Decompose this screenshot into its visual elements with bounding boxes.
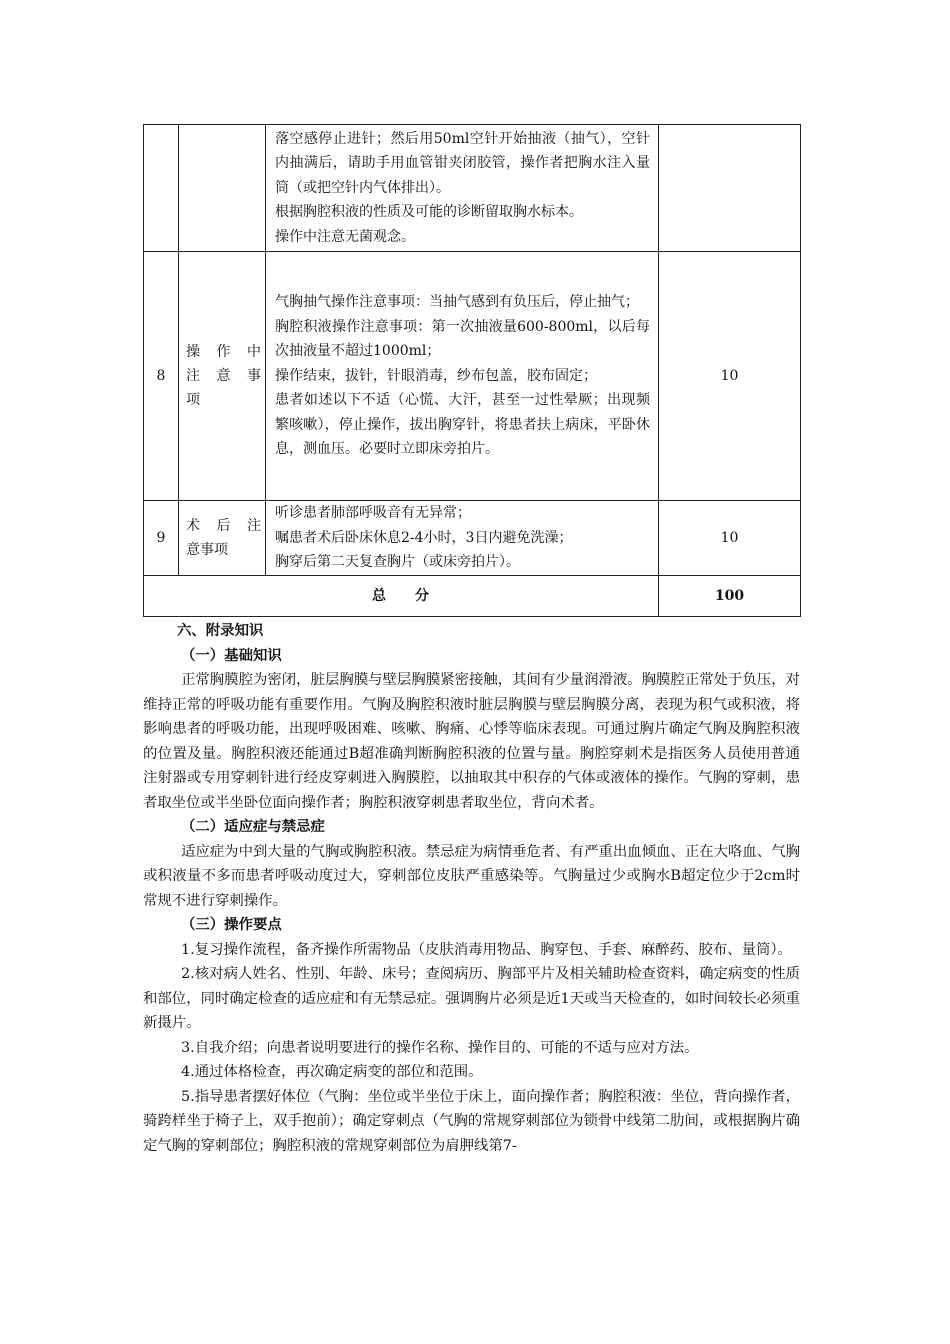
total-label-cell	[144, 576, 659, 617]
section-paragraph: 4.通过体格检查，再次确定病变的部位和范围。	[181, 1064, 483, 1080]
row-number-cell	[144, 125, 179, 252]
section-heading: （三）操作要点	[181, 916, 282, 933]
section-paragraph: 5.指导患者摆好体位（气胸：坐位或半坐位于床上，面向操作者；胸腔积液：坐位，背向操作者，骑跨样坐于椅子上，双手抱前）；确定穿刺点（气胸的常规穿刺部位为锁骨中线第二肋间，或根据胸片确定气胸的穿刺部位；胸腔积液的常规穿刺部位为肩胛线第7-	[143, 1088, 800, 1154]
table-row-continued	[144, 125, 801, 252]
scoring-table	[143, 124, 801, 617]
row-item-cell	[179, 125, 266, 252]
row-content-cell	[266, 252, 659, 501]
table-row-9	[144, 501, 801, 576]
row-item-cell	[179, 501, 266, 576]
item-label-line: 注 意 事	[186, 368, 261, 384]
item-label-line: 术 后 注	[186, 518, 261, 534]
content-line: 患者如述以下不适（心慌、大汗，甚至一过性晕厥；出现频繁咳嗽），停止操作，拔出胸穿针，将患者扶上病床，平卧休息，测血压。必要时立即床旁拍片。	[275, 392, 650, 458]
appendix-title: 六、附录知识	[177, 622, 264, 639]
item-label-line: 意事项	[186, 542, 228, 558]
section-paragraph: 正常胸膜腔为密闭，脏层胸膜与壁层胸膜紧密接触，其间有少量润滑液。胸膜腔正常处于负压，对维持正常的呼吸功能有重要作用。气胸及胸腔积液时脏层胸膜与壁层胸膜分离，表现为积气或积液，将影响患者的呼吸功能，出现呼吸困难、咳嗽、胸痛、心悸等临床表现。可通过胸片确定气胸及胸腔积液的位置及量。胸腔积液还能通过B超准确判断胸腔积液的位置与量。胸腔穿刺术是指医务人员使用普通注射器或专用穿刺针进行经皮穿刺进入胸膜腔，以抽取其中积存的气体或液体的操作。气胸的穿刺，患者取坐位或半坐卧位面向操作者；胸腔积液穿刺患者取坐位，背向术者。	[143, 672, 800, 811]
content-line: 根据胸腔积液的性质及可能的诊断留取胸水标本。	[275, 204, 583, 221]
table-row-8	[144, 252, 801, 501]
content-line: 操作中注意无菌观念。	[275, 228, 415, 245]
section-paragraph: 1.复习操作流程，备齐操作所需物品（皮肤消毒用物品、胸穿包、手套、麻醉药、胶布、量筒）。	[181, 941, 792, 958]
section-paragraph: 3.自我介绍；向患者说明要进行的操作名称、操作目的、可能的不适与应对方法。	[181, 1039, 699, 1056]
row-number-cell: 8	[144, 252, 179, 501]
row-score-cell	[659, 125, 801, 252]
section-paragraph: 适应症为中到大量的气胸或胸腔积液。禁忌症为病情垂危者、有严重出血倾血、正在大咯血、气胸或积液量不多而患者呼吸动度过大，穿刺部位皮肤严重感染等。气胸量过少或胸水B超定位少于2cm时常规不进行穿刺操作。	[143, 843, 800, 909]
content-line: 气胸抽气操作注意事项：当抽气感到有负压后，停止抽气；	[275, 294, 639, 311]
appendix-section	[143, 619, 800, 1158]
row-score-cell: 10	[659, 252, 801, 501]
row-number-cell: 9	[144, 501, 179, 576]
row-content-cell	[266, 501, 659, 576]
content-line: 嘱患者术后卧床休息2-4小时，3日内避免洗澡；	[275, 529, 573, 546]
total-label-b: 分	[415, 587, 430, 604]
total-label-a: 总	[372, 587, 387, 604]
total-value-cell: 100	[659, 576, 801, 617]
item-label-line: 项	[186, 392, 200, 408]
content-line: 操作结束，拔针，针眼消毒，纱布包盖，胶布固定；	[275, 367, 597, 384]
section-paragraph: 2.核对病人姓名、性别、年龄、床号；查阅病历、胸部平片及相关辅助检查资料，确定病变的性质和部位，同时确定检查的适应症和有无禁忌症。强调胸片必须是近1天或当天检查的，如时间较长必须重新摄片。	[143, 966, 800, 1031]
section-heading: （一）基础知识	[181, 646, 282, 664]
item-label-line: 操 作 中	[186, 344, 261, 360]
content-line: 落空感停止进针；然后用50ml空针开始抽液（抽气），空针内抽满后，请助手用血管钳夹闭胶管，操作者把胸水注入量筒（或把空针内气体排出）。	[275, 130, 650, 196]
row-item-cell	[179, 252, 266, 501]
table-row-total	[144, 576, 801, 617]
row-score-cell: 10	[659, 501, 801, 576]
content-line: 听诊患者肺部呼吸音有无异常；	[275, 505, 471, 522]
row-content-cell	[266, 125, 659, 252]
content-line: 胸腔积液操作注意事项：第一次抽液量600-800ml，以后每次抽液量不超过1000ml；	[275, 318, 650, 360]
section-heading: （二）适应症与禁忌症	[181, 818, 325, 835]
content-line: 胸穿后第二天复查胸片（或床旁拍片）。	[275, 554, 520, 571]
